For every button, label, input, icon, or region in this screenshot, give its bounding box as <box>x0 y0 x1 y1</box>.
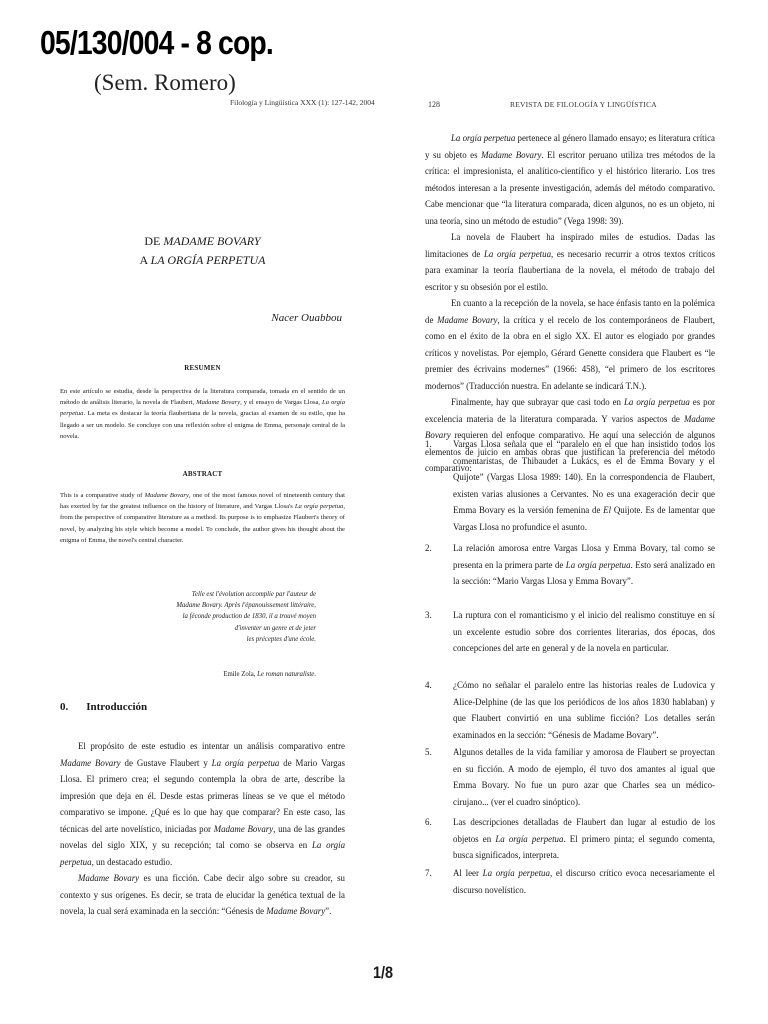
text-run: , un destacado estudio. <box>91 856 173 867</box>
list-item-text <box>453 814 715 864</box>
list-item-text <box>453 744 715 810</box>
text-run: Emile Zola, <box>223 671 258 678</box>
text-run: El propósito de este estudio es intentar un análisis comparativo entre <box>78 741 345 751</box>
text-run: . Esto será analizado en la sección: “Mario Vargas Llosa y Emma Bovary”. <box>453 559 715 586</box>
title-part-italic: MADAME BOVARY <box>163 234 261 248</box>
text-run-italic: La orgía perpetua <box>483 248 552 259</box>
epigraph-line: la féconde production de 1830, il a trouvé moyen <box>182 613 316 621</box>
list-item-text <box>453 540 715 590</box>
text-run: . El escritor peruano utiliza tres métodos de la crítica: el impresionista, el analítico-científico y el histórico literario. Los tres métodos interesan a la presente investigación, además del método comparativo. Cabe mencionar que “la literatura comparada, dicen algunos, no es un objeto, ni una teoría, sino un método de estudio” (Vega 1998: 39). <box>425 149 716 226</box>
text-run: . <box>314 671 316 678</box>
text-run: Algunos detalles de la vida familiar y amorosa de Flaubert se proyectan en su ficción. A modo de ejemplo, él tuvo dos amantes al igual que Emma Bovary. No fue un puro azar que Charles sea un médico-cirujano... (ver el cuadro sinóptico). <box>453 747 715 807</box>
title-line-1 <box>60 232 345 251</box>
list-number: 1. <box>425 439 432 449</box>
text-run-italic: La orgía perpetua <box>60 399 345 418</box>
title-part: DE <box>144 234 164 248</box>
epigraph-line: d'inventer un genre et de jeter <box>234 624 316 632</box>
text-run: , una de las grandes novelas del siglo XIX, y su recepción; tal como se observa en <box>60 823 345 850</box>
list-number: 4. <box>425 680 432 690</box>
text-run-italic: Madame Bovary <box>60 757 121 768</box>
list-item <box>425 744 715 810</box>
title-line-2 <box>60 251 345 270</box>
title-part-italic: LA ORGÍA PERPETUA <box>150 253 266 267</box>
epigraph <box>150 589 316 645</box>
text-run-italic: La orgía perpetua <box>623 397 690 407</box>
text-run: Al leer <box>453 868 483 878</box>
text-run: , from the perspective of comparative literature as a method. Its purpose is to emphasize Flaubert's theory of novel, by analyzing his style which become a model. To conclude, the author gives his thought about the enigma of Emma, the novel's central character. <box>60 503 345 544</box>
text-run: La ruptura con el romanticismo y el inicio del realismo constituye en sí un excelente estudio sobre dos corrientes literarias, dos épocas, dos concepciones del arte en general y de la novela en particular. <box>453 610 715 653</box>
list-item <box>425 814 715 864</box>
section-number: 0. <box>60 701 69 713</box>
text-run: de Mario Vargas Llosa. El primero crea; el segundo contempla la obra de arte, describe la impresión que deja en él. Desde estas primeras líneas se ve que el método comparativo se impone. ¿Qué es lo que hay que comparar? En este caso, las técnicas del arte novelístico, iniciadas por <box>60 757 345 834</box>
text-run-italic: La orgía perpetua <box>482 868 550 878</box>
text-run-italic: Madame Bovary <box>144 492 189 499</box>
text-run: , el discurso crítico evoca necesariamente el discurso novelístico. <box>453 868 715 895</box>
text-run: , y el ensayo de Vargas Llosa, <box>240 399 323 407</box>
handwritten-note: (Sem. Romero) <box>94 70 236 95</box>
text-run-italic: La orgía perpetua <box>495 833 564 844</box>
paragraph <box>425 229 715 295</box>
resumen-heading: RESUMEN <box>184 364 221 372</box>
list-item-text <box>453 677 715 743</box>
page-counter: 1/8 <box>373 963 394 982</box>
text-run: En este artículo se estudia, desde la perspectiva de la literatura comparada, tomada en el sentido de un método de análisis literario, la novela de Flaubert, <box>60 388 345 407</box>
section-title: Introducción <box>86 701 148 713</box>
text-run: Las descripciones detalladas de Flaubert dan lugar al estudio de los objetos en <box>453 817 715 844</box>
text-run: Quijote. Es de lamentar que Vargas Llosa no profundice el asunto. <box>453 505 715 532</box>
text-run-italic: Madame Bovary <box>213 823 274 834</box>
text-run: requieren del enfoque comparativo. He aquí una selección de algunos elementos de juicio en ambas obras que justifican la preferencia del método comparativo: <box>425 430 715 473</box>
text-run: La novela de Flaubert ha inspirado miles de estudios. Dadas las limitaciones de <box>425 232 715 259</box>
epigraph-line: Madame Bovary. Après l'épanouissement littéraire, <box>176 602 316 610</box>
text-run: , es necesario recurrir a otros textos críticos para examinar la teoría flaubertiana de la novela, el método de trabajo del escritor y su obsesión por el estilo. <box>425 248 715 292</box>
list-item-text <box>453 436 715 535</box>
text-run-italic: La orgía perpetua <box>294 503 344 511</box>
introduction-body <box>60 738 345 920</box>
epigraph-citation <box>150 671 316 678</box>
source-line: Filología y Lingüística XXX (1): 127-142, 2004 <box>230 98 375 107</box>
list-item-text <box>453 607 715 657</box>
text-run-italic: La orgía perpetua <box>451 133 516 143</box>
paragraph <box>425 295 715 394</box>
text-run-italic: Madame Bovary <box>437 314 498 325</box>
text-run: ¿Cómo no señalar el paralelo entre las historias reales de Ludovica y Alice-Delphine (de las que los periódicos de los años 1830 hablaban) y que Flaubert convirtió en una sublime ficción? Los detalles serán examinados en la sección: “Génesis de Madame Bovary”. <box>453 680 715 740</box>
text-run: . La meta es destacar la teoría flaubertiana de la novela, gracias al examen de su estilo, que ha llegado a ser un modelo. Se concluye con una reflexión sobre el enigma de Emma, personaje central de la novela. <box>60 410 345 440</box>
resumen-text <box>60 386 345 442</box>
text-run: Finalmente, hay que subrayar que casi todo en <box>451 397 624 407</box>
text-run: ”. <box>325 906 332 916</box>
epigraph-line: Telle est l'évolution accomplie par l'auteur de <box>191 591 316 598</box>
title-part: A <box>139 253 151 267</box>
list-item <box>425 436 715 535</box>
list-number: 6. <box>425 817 432 827</box>
text-run: de Gustave Flaubert y <box>120 757 212 768</box>
text-run-italic: Madame Bovary <box>481 149 542 160</box>
list-item <box>425 677 715 743</box>
text-run: , one of the most famous novel of nineteenth century that has exerted by far the greatest influence on the history of literature, and Vargas Llosa's <box>60 492 345 511</box>
text-run: La relación amorosa entre Vargas Llosa y Emma Bovary, tal como se presenta en la primera parte de <box>453 543 715 570</box>
text-run-italic: Madame Bovary <box>196 399 241 407</box>
text-run: , la crítica y el recelo de los contemporáneos de Flaubert, como en el éxito de la obra en el siglo XX. El autor es elogiado por grandes críticos y novelistas. Por ejemplo, Gérard Genette considera que Flaubert es “le premier des écrivains modernes” (1966: 458), “el primero de los escritores modernos” (Traducción nuestra. En adelante se indicará T.N.). <box>425 314 715 391</box>
text-run-italic: Madame Bovary <box>78 873 140 883</box>
list-item <box>425 540 715 590</box>
text-run-italic: Madame Bovary <box>266 906 326 916</box>
paragraph <box>60 870 345 920</box>
list-number: 3. <box>425 610 432 620</box>
list-number: 7. <box>425 868 432 878</box>
text-run-italic: La orgía perpetua <box>211 757 280 768</box>
section-heading-introduccion <box>60 701 147 713</box>
paragraph <box>425 130 715 229</box>
text-run-italic: Madame Bovary <box>425 413 715 440</box>
abstract-text <box>60 490 345 546</box>
list-item <box>425 865 715 898</box>
abstract-heading: ABSTRACT <box>182 470 223 478</box>
article-title <box>60 232 345 270</box>
text-run: es por excelencia materia de la literatura comparada. Y varios aspectos de <box>425 397 715 424</box>
text-run: En cuanto a la recepción de la novela, se hace énfasis tanto en la polémica de <box>425 298 715 325</box>
text-run: Vargas Llosa señala que el “paralelo en el que han insistido todos los comentaristas, de Thibaudet a Lukács, es el de Emma Bovary y el Quijote” (Vargas Llosa 1989: 140). En la correspondencia de Flaubert, existen varias alusiones a Cervantes. No es una exageración decir que Emma Bovary es la versión femenina de <box>453 439 715 515</box>
running-head: REVISTA DE FILOLOGÍA Y LINGÜÍSTICA <box>510 100 657 109</box>
right-column-body <box>425 130 715 477</box>
text-run: pertenece al género llamado ensayo; es literatura crítica y su objeto es <box>425 133 715 160</box>
text-run-italic: La orgía perpetua <box>565 559 631 570</box>
list-number: 2. <box>425 543 432 553</box>
text-run: This is a comparative study of <box>60 492 145 499</box>
text-run-italic: Le roman naturaliste <box>257 671 315 678</box>
list-item <box>425 607 715 657</box>
list-item-text <box>453 865 715 898</box>
text-run-italic: La orgía perpetua <box>60 840 346 867</box>
epigraph-line: les préceptes d'une école. <box>246 635 316 643</box>
text-run: . El primero pinta; el segundo comenta, busca significados, interpreta. <box>453 833 715 860</box>
page-number: 128 <box>428 100 440 109</box>
paragraph <box>60 738 345 870</box>
archive-stamp: 05/130/004 - 8 cop. <box>40 24 273 61</box>
list-number: 5. <box>425 747 432 757</box>
text-run: es una ficción. Cabe decir algo sobre su creador, su contexto y sus orígenes. Es decir, se trata de elucidar la genética textual de la novela, la cual será examinada en la sección: “Génesis de <box>60 873 345 916</box>
author-name: Nacer Ouabbou <box>271 312 342 324</box>
text-run-italic: El <box>603 505 612 515</box>
